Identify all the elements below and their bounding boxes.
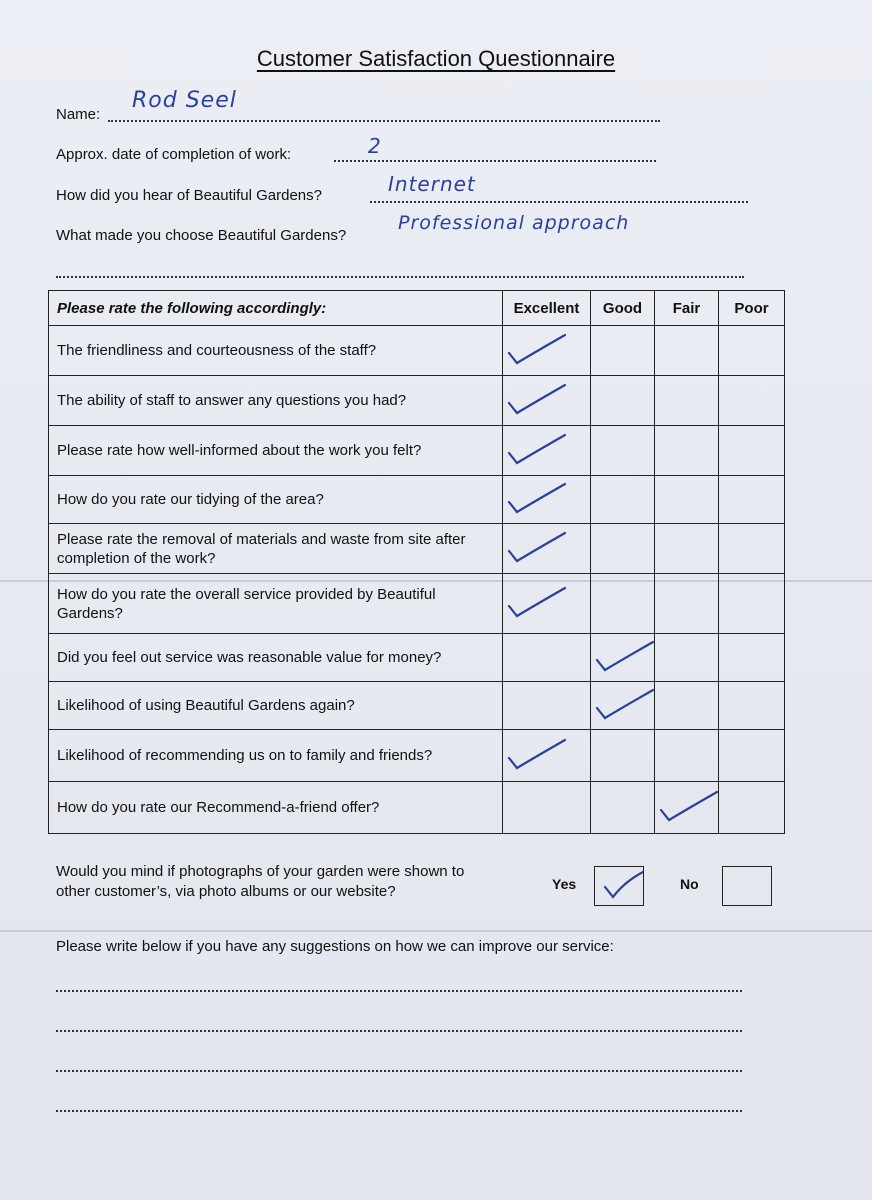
name-label: Name: (56, 106, 101, 123)
checkmark-icon (595, 867, 643, 905)
choose-label: What made you choose Beautiful Gardens? (56, 227, 347, 244)
rating-cell-excellent[interactable] (503, 634, 591, 682)
paper-fold-line (0, 930, 872, 932)
rating-cell-fair[interactable] (655, 524, 719, 574)
rating-cell-poor[interactable] (719, 730, 785, 782)
rating-cell-excellent[interactable] (503, 476, 591, 524)
suggestion-line[interactable] (56, 990, 742, 992)
rating-question: Please rate the removal of materials and waste from site after completion of the work? (49, 524, 503, 574)
rating-question: Likelihood of using Beautiful Gardens again? (49, 682, 503, 730)
rating-row (49, 730, 785, 782)
rating-cell-fair[interactable] (655, 574, 719, 634)
rating-cell-fair[interactable] (655, 476, 719, 524)
rating-cell-good[interactable] (591, 730, 655, 782)
rating-cell-fair[interactable] (655, 730, 719, 782)
column-good: Good (591, 291, 655, 326)
checkmark-icon (503, 478, 573, 518)
rating-cell-excellent[interactable] (503, 376, 591, 426)
checkmark-icon (503, 527, 573, 567)
rating-cell-poor[interactable] (719, 476, 785, 524)
rating-cell-fair[interactable] (655, 376, 719, 426)
rating-cell-fair[interactable] (655, 326, 719, 376)
rating-table (48, 290, 785, 834)
rating-cell-excellent[interactable] (503, 682, 591, 730)
rating-row (49, 476, 785, 524)
yes-checkbox[interactable] (594, 866, 644, 906)
rating-cell-excellent[interactable] (503, 524, 591, 574)
rating-row (49, 634, 785, 682)
column-fair: Fair (655, 291, 719, 326)
rating-cell-fair[interactable] (655, 682, 719, 730)
rating-cell-good[interactable] (591, 326, 655, 376)
photo-question: Would you mind if photographs of your garden were shown to other customer’s, via photo albums or our website? (56, 863, 465, 900)
checkmark-icon (503, 329, 573, 369)
rating-cell-good[interactable] (591, 682, 655, 730)
checkmark-icon (503, 429, 573, 469)
checkmark-icon (503, 379, 573, 419)
rating-cell-good[interactable] (591, 476, 655, 524)
rating-cell-poor[interactable] (719, 574, 785, 634)
rating-cell-good[interactable] (591, 426, 655, 476)
suggestions-label: Please write below if you have any suggestions on how we can improve our service: (56, 938, 614, 955)
rating-row (49, 524, 785, 574)
hear-label: How did you hear of Beautiful Gardens? (56, 187, 322, 204)
suggestion-line[interactable] (56, 1110, 742, 1112)
rating-cell-poor[interactable] (719, 326, 785, 376)
yes-label: Yes (552, 876, 577, 892)
rating-question: Please rate how well-informed about the work you felt? (49, 426, 503, 476)
rating-cell-excellent[interactable] (503, 326, 591, 376)
checkmark-icon (655, 786, 725, 826)
rating-question: The friendliness and courteousness of the staff? (49, 326, 503, 376)
name-value[interactable]: Rod Seel (132, 88, 237, 113)
rating-cell-good[interactable] (591, 574, 655, 634)
rating-row (49, 376, 785, 426)
rating-question: Likelihood of recommending us on to family and friends? (49, 730, 503, 782)
rating-cell-excellent[interactable] (503, 730, 591, 782)
rating-cell-poor[interactable] (719, 634, 785, 682)
rating-cell-fair[interactable] (655, 426, 719, 476)
choose-line-2 (56, 276, 744, 278)
name-line (108, 120, 660, 122)
no-label: No (680, 876, 699, 892)
rating-row (49, 782, 785, 834)
rating-question: How do you rate the overall service provided by Beautiful Gardens? (49, 574, 503, 634)
rating-cell-good[interactable] (591, 376, 655, 426)
date-label: Approx. date of completion of work: (56, 146, 292, 163)
rating-cell-poor[interactable] (719, 426, 785, 476)
rating-row (49, 326, 785, 376)
rating-cell-good[interactable] (591, 634, 655, 682)
rating-cell-fair[interactable] (655, 782, 719, 834)
rating-question: Did you feel out service was reasonable value for money? (49, 634, 503, 682)
page-title: Customer Satisfaction Questionnaire (256, 46, 616, 71)
column-excellent: Excellent (503, 291, 591, 326)
hear-line (370, 201, 748, 203)
date-value[interactable]: 2 (368, 134, 382, 158)
rating-cell-excellent[interactable] (503, 426, 591, 476)
checkmark-icon (591, 684, 661, 724)
rating-row (49, 426, 785, 476)
rating-row (49, 682, 785, 730)
rating-question: How do you rate our Recommend-a-friend offer? (49, 782, 503, 834)
rating-heading: Please rate the following accordingly: (49, 291, 503, 326)
checkmark-icon (591, 636, 661, 676)
rating-cell-fair[interactable] (655, 634, 719, 682)
suggestion-line[interactable] (56, 1070, 742, 1072)
date-line (334, 160, 656, 162)
choose-value[interactable]: Professional approach (398, 212, 630, 234)
checkmark-icon (503, 734, 573, 774)
rating-cell-good[interactable] (591, 782, 655, 834)
rating-cell-poor[interactable] (719, 682, 785, 730)
rating-cell-excellent[interactable] (503, 782, 591, 834)
hear-value[interactable]: Internet (388, 172, 476, 196)
rating-row (49, 574, 785, 634)
suggestion-line[interactable] (56, 1030, 742, 1032)
column-poor: Poor (719, 291, 785, 326)
no-checkbox[interactable] (722, 866, 772, 906)
rating-cell-excellent[interactable] (503, 574, 591, 634)
rating-question: The ability of staff to answer any questions you had? (49, 376, 503, 426)
rating-cell-poor[interactable] (719, 376, 785, 426)
checkmark-icon (503, 582, 573, 622)
rating-question: How do you rate our tidying of the area? (49, 476, 503, 524)
rating-cell-poor[interactable] (719, 524, 785, 574)
rating-cell-poor[interactable] (719, 782, 785, 834)
rating-header-row (49, 291, 785, 326)
rating-cell-good[interactable] (591, 524, 655, 574)
